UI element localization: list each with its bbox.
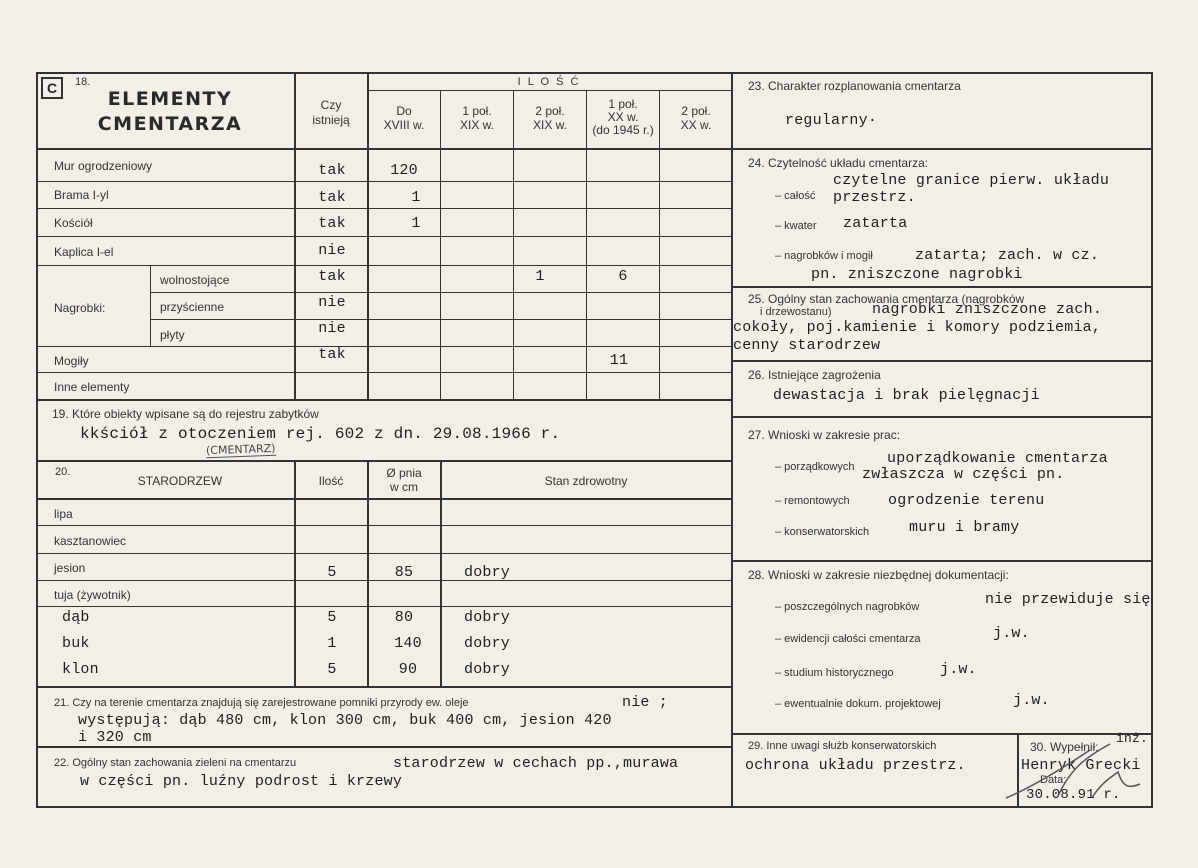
s27-porz-label: – porządkowych [775, 461, 855, 473]
s24-nagrobkow-value-2: pn. zniszczone nagrobki [811, 266, 1023, 283]
s18-col-exists: Czy istnieją [312, 98, 350, 127]
s24-calosc-value-2: przestrz. [833, 189, 916, 206]
s25-label-1: 25. Ogólny stan zachowania cmentarza (nagrobków [748, 292, 1025, 306]
s18-hline-r3 [36, 236, 732, 237]
s18-hline-end [36, 399, 732, 401]
s18-exists: nie [318, 294, 346, 311]
s20-species: klon [62, 661, 99, 678]
s20-num: 20. [55, 466, 71, 478]
s25-value-1: nagrobki zniszczone zach. [872, 301, 1103, 318]
s20-diam: 85 [394, 564, 414, 581]
s18-hline-header [36, 148, 732, 150]
s18-exists: tak [318, 268, 346, 285]
s20-count: 5 [327, 661, 337, 678]
s26-label: 26. Istniejące zagrożenia [748, 368, 881, 382]
s23-value: regularny· [785, 112, 878, 129]
s28-item-value: j.w. [1013, 692, 1050, 709]
s18-vline-2 [513, 90, 514, 400]
s20-hline [36, 525, 732, 526]
s18-hline-r1 [36, 181, 732, 182]
s24-calosc-label: – całość [775, 190, 816, 202]
s26-value: dewastacja i brak pielęgnacji [773, 387, 1040, 404]
s20-hline [36, 553, 732, 554]
s20-species: jesion [54, 561, 86, 575]
s18-col-0: Do XVIII w. [383, 104, 425, 132]
s20-species: lipa [54, 507, 73, 521]
s18-value: 120 [390, 162, 418, 179]
s20-count: 1 [327, 635, 337, 652]
s21-label: 21. Czy na terenie cmentarza znajdują się zarejestrowane pomniki przyrody ew. oleje [54, 697, 469, 709]
s20-col-count: Ilość [318, 474, 344, 488]
s21-line3: i 320 cm [78, 729, 152, 746]
s18-hline-r2 [36, 208, 732, 209]
s18-vline-nagrobki [150, 265, 151, 347]
s20-hline-end [36, 686, 732, 688]
s20-diam: 140 [394, 635, 422, 652]
s30-name: Henryk Grecki [1021, 757, 1141, 774]
s18-row-label: Mogiły [54, 354, 89, 368]
s27-porz-value-1: uporządkowanie cmentarza [887, 450, 1108, 467]
s18-col-2: 2 poł. XIX w. [532, 104, 567, 132]
s18-exists: tak [318, 162, 346, 179]
s18-hline-r8 [36, 372, 732, 373]
s20-count: 5 [327, 609, 337, 626]
s20-hline [36, 606, 732, 607]
s18-hline-r6 [150, 319, 732, 320]
s19-value: kkściół z otoczeniem rej. 602 z dn. 29.08.1966 r. [80, 425, 561, 443]
s18-hline-r7 [36, 346, 732, 347]
frame-bottom [36, 806, 1153, 808]
s18-row-label: Brama I-yl [54, 188, 109, 202]
s18-hline-r4 [36, 265, 732, 266]
s19-label: 19. Które obiekty wpisane są do rejestru zabytków [52, 407, 319, 421]
s18-title-1: ELEMENTY [107, 88, 233, 110]
s18-ilosc-header: I L O Ś Ć [517, 76, 581, 88]
s28-item-label: – poszczególnych nagrobków [775, 601, 920, 613]
s20-hline-header [36, 498, 732, 500]
s27-porz-value-2: zwłaszcza w części pn. [862, 466, 1065, 483]
s28-label: 28. Wnioski w zakresie niezbędnej dokumentacji: [748, 568, 1009, 582]
s25-value-3: cenny starodrzew [733, 337, 881, 354]
s21-answer: nie ; [622, 694, 669, 711]
s18-col-1: 1 poł. XIX w. [459, 104, 494, 132]
ilosc-underline [368, 90, 732, 91]
s18-exists: nie [318, 320, 346, 337]
s18-group-label: Nagrobki: [54, 301, 106, 315]
s25-hline [732, 360, 1153, 362]
s23-hline [732, 148, 1153, 150]
s24-label: 24. Czytelność układu cmentarza: [748, 156, 929, 170]
s18-row-label: przyścienne [160, 300, 225, 314]
s18-hline-r5 [150, 292, 732, 293]
s20-diam: 90 [398, 661, 418, 678]
s18-num: 18. [75, 76, 91, 88]
s18-row-label: Kaplica I-el [54, 245, 114, 259]
s22-label: 22. Ogólny stan zachowania zieleni na cmentarzu [54, 757, 297, 769]
s27-rem-value: ogrodzenie terenu [888, 492, 1045, 509]
s18-exists: tak [318, 346, 346, 363]
s18-row-label: płyty [160, 328, 185, 342]
column-divider [731, 72, 733, 808]
s28-item-label: – studium historycznego [775, 667, 894, 679]
s18-value: 1 [411, 215, 421, 232]
s20-diam: 80 [394, 609, 414, 626]
s18-row-label: Mur ogrodzeniowy [54, 159, 153, 173]
frame-right [1151, 72, 1153, 808]
s18-value: 11 [609, 352, 629, 369]
s18-vline-1 [440, 90, 441, 400]
s24-nagrobkow-value-1: zatarta; zach. w cz. [915, 247, 1100, 264]
s30-date-label: Data: [1040, 774, 1067, 786]
s18-row-label: Kościół [54, 216, 93, 230]
s24-kwater-value: zatarta [843, 215, 908, 232]
s21-line2: występują: dąb 480 cm, klon 300 cm, buk 400 cm, jesion 420 [78, 712, 612, 729]
s20-health: dobry [464, 564, 511, 581]
s20-count: 5 [327, 564, 337, 581]
s20-species: dąb [62, 609, 90, 626]
s29-label: 29. Inne uwagi służb konserwatorskich [748, 740, 937, 752]
frame-top [36, 72, 1153, 74]
s20-health: dobry [464, 635, 511, 652]
s20-col-diam: Ø pnia w cm [386, 466, 422, 494]
s18-value: 1 [535, 268, 545, 285]
s20-health: dobry [464, 661, 511, 678]
s25-value-2: cokoły, poj.kamienie i komory podziemia, [733, 319, 1102, 336]
s20-col-species: STARODRZEW [137, 474, 223, 488]
s21-hline [36, 746, 732, 748]
s20-vline-3 [440, 460, 442, 686]
s23-label: 23. Charakter rozplanowania cmentarza [748, 79, 961, 93]
s18-title-2: CMENTARZA [97, 113, 243, 135]
s18-value: 1 [411, 189, 421, 206]
s18-row-label: Inne elementy [54, 380, 130, 394]
s25-label-2: i drzewostanu) [760, 306, 832, 318]
s24-calosc-value-1: czytelne granice pierw. układu [833, 172, 1110, 189]
s24-hline [732, 286, 1153, 288]
s27-label: 27. Wnioski w zakresie prac: [748, 428, 901, 442]
s27-kons-label: – konserwatorskich [775, 526, 870, 538]
s28-hline [732, 733, 1153, 735]
s28-item-label: – ewidencji całości cmentarza [775, 633, 921, 645]
frame-left [36, 72, 38, 808]
s27-rem-label: – remontowych [775, 495, 850, 507]
s18-exists: tak [318, 189, 346, 206]
s18-exists: nie [318, 242, 346, 259]
s18-exists: tak [318, 215, 346, 232]
signature [1000, 740, 1150, 806]
s28-item-label: – ewentualnie dokum. projektowej [775, 698, 941, 710]
s18-row-label: wolnostojące [160, 273, 230, 287]
s20-col-health: Stan zdrowotny [544, 474, 628, 488]
s24-nagrobkow-label: – nagrobków i mogił [775, 250, 873, 262]
s22-value-2: w części pn. luźny podrost i krzewy [80, 773, 403, 790]
s22-value-1: starodrzew w cechach pp.,murawa [393, 755, 679, 772]
s28-item-value: nie przewiduje się [985, 591, 1151, 608]
s19-handwritten-note: (CMENTARZ) [205, 441, 276, 458]
section-letter: C [41, 77, 63, 99]
s20-species: tuja (żywotnik) [54, 588, 131, 602]
s28-item-value: j.w. [993, 625, 1030, 642]
s27-hline [732, 560, 1153, 562]
s29-value: ochrona układu przestrz. [745, 757, 966, 774]
s27-kons-value: muru i bramy [909, 519, 1020, 536]
s18-vline-4 [659, 90, 660, 400]
s18-col-4: 2 poł. XX w. [680, 104, 712, 132]
s20-species: kasztanowiec [54, 534, 127, 548]
s19-hline [36, 460, 732, 462]
s18-col-3: 1 poł. XX w. (do 1945 r.) [592, 97, 654, 137]
s30-title: inż. [1116, 731, 1149, 746]
s28-item-value: j.w. [940, 661, 977, 678]
s18-value: 6 [618, 268, 628, 285]
s20-health: dobry [464, 609, 511, 626]
s30-label: 30. Wypełnił: [1030, 740, 1099, 754]
s20-species: buk [62, 635, 90, 652]
s26-hline [732, 416, 1153, 418]
s24-kwater-label: – kwater [775, 220, 817, 232]
s30-date: 30.08.91 r. [1026, 787, 1121, 803]
